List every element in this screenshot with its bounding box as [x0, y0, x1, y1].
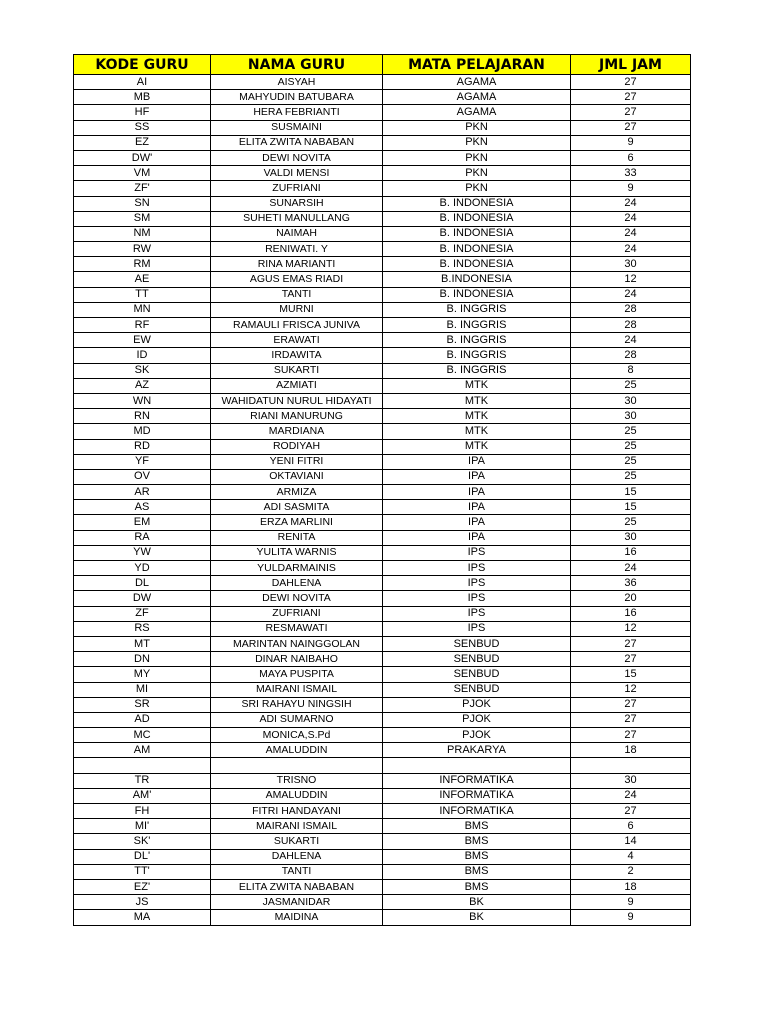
cell-jml-jam: 9 [571, 910, 691, 925]
cell-kode-guru: JS [74, 895, 211, 910]
cell-jml-jam: 6 [571, 819, 691, 834]
table-row [74, 500, 691, 515]
table-row [74, 439, 691, 454]
cell-kode-guru: MN [74, 302, 211, 317]
cell-jml-jam: 27 [571, 90, 691, 105]
cell-jml-jam: 27 [571, 712, 691, 727]
table-row [74, 515, 691, 530]
table-row [74, 272, 691, 287]
header-kode-guru: KODE GURU [74, 55, 211, 75]
cell-kode-guru: MC [74, 728, 211, 743]
cell-kode-guru: ZF [74, 606, 211, 621]
cell-nama-guru: MAHYUDIN BATUBARA [211, 90, 383, 105]
cell-mata-pelajaran: BMS [383, 864, 571, 879]
cell-nama-guru: SUKARTI [211, 834, 383, 849]
cell-nama-guru: RENIWATI. Y [211, 242, 383, 257]
cell-mata-pelajaran: SENBUD [383, 682, 571, 697]
cell-nama-guru: FITRI HANDAYANI [211, 804, 383, 819]
cell-mata-pelajaran [383, 758, 571, 773]
cell-kode-guru: ZF' [74, 181, 211, 196]
cell-kode-guru: MT [74, 636, 211, 651]
cell-kode-guru: DN [74, 652, 211, 667]
cell-jml-jam: 27 [571, 652, 691, 667]
cell-mata-pelajaran: BMS [383, 879, 571, 894]
table-row [74, 773, 691, 788]
cell-jml-jam: 12 [571, 272, 691, 287]
cell-kode-guru: ID [74, 348, 211, 363]
cell-nama-guru: MAIRANI ISMAIL [211, 819, 383, 834]
table-row [74, 257, 691, 272]
cell-jml-jam: 28 [571, 348, 691, 363]
cell-nama-guru: AGUS EMAS RIADI [211, 272, 383, 287]
cell-kode-guru: YW [74, 545, 211, 560]
cell-nama-guru: DEWI NOVITA [211, 150, 383, 165]
cell-jml-jam: 30 [571, 530, 691, 545]
table-row [74, 712, 691, 727]
table-row [74, 75, 691, 90]
cell-mata-pelajaran: IPS [383, 621, 571, 636]
cell-kode-guru: SR [74, 697, 211, 712]
table-row [74, 697, 691, 712]
header-mata-pelajaran: MATA PELAJARAN [383, 55, 571, 75]
cell-kode-guru: AM' [74, 788, 211, 803]
table-row [74, 196, 691, 211]
cell-kode-guru: AR [74, 485, 211, 500]
cell-mata-pelajaran: PKN [383, 166, 571, 181]
table-row [74, 743, 691, 758]
table-row [74, 545, 691, 560]
cell-mata-pelajaran: SENBUD [383, 652, 571, 667]
cell-nama-guru: AISYAH [211, 75, 383, 90]
cell-mata-pelajaran: IPS [383, 606, 571, 621]
cell-nama-guru: MAIRANI ISMAIL [211, 682, 383, 697]
cell-nama-guru: AZMIATI [211, 378, 383, 393]
table-row [74, 211, 691, 226]
cell-kode-guru: TT [74, 287, 211, 302]
cell-jml-jam: 30 [571, 773, 691, 788]
cell-mata-pelajaran: SENBUD [383, 636, 571, 651]
table-row [74, 318, 691, 333]
cell-mata-pelajaran: MTK [383, 393, 571, 408]
cell-nama-guru: ADI SUMARNO [211, 712, 383, 727]
cell-jml-jam: 24 [571, 561, 691, 576]
cell-mata-pelajaran: B. INDONESIA [383, 226, 571, 241]
cell-nama-guru: YULDARMAINIS [211, 561, 383, 576]
cell-mata-pelajaran: IPS [383, 545, 571, 560]
cell-kode-guru: DL [74, 576, 211, 591]
cell-kode-guru: AD [74, 712, 211, 727]
cell-kode-guru: AI [74, 75, 211, 90]
cell-mata-pelajaran: BK [383, 895, 571, 910]
cell-kode-guru: MD [74, 424, 211, 439]
cell-jml-jam: 27 [571, 120, 691, 135]
cell-nama-guru: TANTI [211, 864, 383, 879]
cell-nama-guru: ERAWATI [211, 333, 383, 348]
cell-jml-jam: 24 [571, 211, 691, 226]
table-header [74, 55, 691, 75]
cell-nama-guru: NAIMAH [211, 226, 383, 241]
cell-mata-pelajaran: AGAMA [383, 90, 571, 105]
cell-mata-pelajaran: IPA [383, 485, 571, 500]
cell-jml-jam [571, 758, 691, 773]
cell-kode-guru: EZ [74, 135, 211, 150]
cell-nama-guru: IRDAWITA [211, 348, 383, 363]
cell-nama-guru: MONICA,S.Pd [211, 728, 383, 743]
table-row [74, 242, 691, 257]
cell-mata-pelajaran: BMS [383, 849, 571, 864]
table-row [74, 409, 691, 424]
cell-kode-guru: SN [74, 196, 211, 211]
cell-mata-pelajaran: IPS [383, 576, 571, 591]
cell-mata-pelajaran: MTK [383, 409, 571, 424]
cell-nama-guru: SUHETI MANULLANG [211, 211, 383, 226]
cell-nama-guru: JASMANIDAR [211, 895, 383, 910]
cell-kode-guru: RS [74, 621, 211, 636]
cell-mata-pelajaran: PRAKARYA [383, 743, 571, 758]
cell-kode-guru: RD [74, 439, 211, 454]
table-row [74, 333, 691, 348]
cell-nama-guru: RESMAWATI [211, 621, 383, 636]
cell-jml-jam: 33 [571, 166, 691, 181]
table-row [74, 819, 691, 834]
cell-nama-guru: SRI RAHAYU NINGSIH [211, 697, 383, 712]
cell-jml-jam: 27 [571, 75, 691, 90]
table-row [74, 667, 691, 682]
cell-jml-jam: 12 [571, 682, 691, 697]
cell-kode-guru: TT' [74, 864, 211, 879]
cell-jml-jam: 18 [571, 743, 691, 758]
cell-mata-pelajaran: INFORMATIKA [383, 773, 571, 788]
cell-kode-guru: EW [74, 333, 211, 348]
table-row [74, 652, 691, 667]
cell-mata-pelajaran: IPA [383, 500, 571, 515]
cell-jml-jam: 24 [571, 333, 691, 348]
cell-mata-pelajaran: INFORMATIKA [383, 804, 571, 819]
cell-nama-guru: WAHIDATUN NURUL HIDAYATI [211, 393, 383, 408]
cell-kode-guru: RM [74, 257, 211, 272]
cell-mata-pelajaran: PJOK [383, 697, 571, 712]
cell-mata-pelajaran: B. INDONESIA [383, 211, 571, 226]
cell-jml-jam: 25 [571, 424, 691, 439]
cell-nama-guru: DAHLENA [211, 576, 383, 591]
table-row [74, 454, 691, 469]
cell-jml-jam: 27 [571, 804, 691, 819]
cell-nama-guru: YENI FITRI [211, 454, 383, 469]
table-row [74, 804, 691, 819]
cell-nama-guru: DAHLENA [211, 849, 383, 864]
cell-nama-guru: MARINTAN NAINGGOLAN [211, 636, 383, 651]
cell-kode-guru [74, 758, 211, 773]
cell-mata-pelajaran: IPA [383, 515, 571, 530]
cell-mata-pelajaran: B. INDONESIA [383, 242, 571, 257]
table-row [74, 302, 691, 317]
cell-mata-pelajaran: PKN [383, 181, 571, 196]
cell-kode-guru: MI [74, 682, 211, 697]
cell-jml-jam: 27 [571, 105, 691, 120]
cell-nama-guru: DEWI NOVITA [211, 591, 383, 606]
cell-jml-jam: 30 [571, 393, 691, 408]
cell-nama-guru: MAYA PUSPITA [211, 667, 383, 682]
header-nama-guru: NAMA GURU [211, 55, 383, 75]
cell-mata-pelajaran: PKN [383, 135, 571, 150]
cell-mata-pelajaran: MTK [383, 439, 571, 454]
cell-jml-jam: 9 [571, 135, 691, 150]
cell-nama-guru: AMALUDDIN [211, 743, 383, 758]
cell-kode-guru: WN [74, 393, 211, 408]
cell-jml-jam: 24 [571, 226, 691, 241]
table-row [74, 150, 691, 165]
cell-mata-pelajaran: B. INDONESIA [383, 257, 571, 272]
cell-jml-jam: 15 [571, 500, 691, 515]
cell-jml-jam: 24 [571, 242, 691, 257]
cell-nama-guru: ELITA ZWITA NABABAN [211, 135, 383, 150]
header-jml-jam: JML JAM [571, 55, 691, 75]
cell-kode-guru: AS [74, 500, 211, 515]
cell-jml-jam: 25 [571, 515, 691, 530]
cell-mata-pelajaran: BMS [383, 834, 571, 849]
cell-kode-guru: MB [74, 90, 211, 105]
cell-kode-guru: FH [74, 804, 211, 819]
cell-jml-jam: 30 [571, 257, 691, 272]
cell-nama-guru: RODIYAH [211, 439, 383, 454]
cell-nama-guru: DINAR NAIBAHO [211, 652, 383, 667]
cell-mata-pelajaran: IPA [383, 530, 571, 545]
cell-kode-guru: VM [74, 166, 211, 181]
cell-mata-pelajaran: AGAMA [383, 105, 571, 120]
cell-mata-pelajaran: INFORMATIKA [383, 788, 571, 803]
cell-kode-guru: RW [74, 242, 211, 257]
cell-kode-guru: RN [74, 409, 211, 424]
cell-jml-jam: 12 [571, 621, 691, 636]
cell-kode-guru: DL' [74, 849, 211, 864]
cell-mata-pelajaran: PJOK [383, 712, 571, 727]
cell-mata-pelajaran: B. INDONESIA [383, 196, 571, 211]
table-row [74, 682, 691, 697]
cell-nama-guru [211, 758, 383, 773]
table-row [74, 864, 691, 879]
cell-jml-jam: 24 [571, 788, 691, 803]
cell-jml-jam: 16 [571, 545, 691, 560]
table-row [74, 424, 691, 439]
cell-kode-guru: AM [74, 743, 211, 758]
cell-jml-jam: 8 [571, 363, 691, 378]
cell-nama-guru: RAMAULI FRISCA JUNIVA [211, 318, 383, 333]
table-row [74, 910, 691, 925]
table-row [74, 469, 691, 484]
table-row [74, 287, 691, 302]
cell-kode-guru: SK' [74, 834, 211, 849]
cell-nama-guru: VALDI MENSI [211, 166, 383, 181]
table-row [74, 621, 691, 636]
table-row [74, 576, 691, 591]
table-row [74, 606, 691, 621]
cell-nama-guru: ZUFRIANI [211, 181, 383, 196]
cell-mata-pelajaran: IPA [383, 469, 571, 484]
cell-mata-pelajaran: B.INDONESIA [383, 272, 571, 287]
cell-nama-guru: HERA FEBRIANTI [211, 105, 383, 120]
cell-kode-guru: NM [74, 226, 211, 241]
cell-jml-jam: 28 [571, 302, 691, 317]
teacher-schedule-table [73, 54, 691, 926]
cell-nama-guru: ELITA ZWITA NABABAN [211, 879, 383, 894]
cell-mata-pelajaran: SENBUD [383, 667, 571, 682]
table-row [74, 90, 691, 105]
cell-jml-jam: 25 [571, 469, 691, 484]
cell-nama-guru: RENITA [211, 530, 383, 545]
cell-mata-pelajaran: MTK [383, 424, 571, 439]
cell-jml-jam: 25 [571, 439, 691, 454]
cell-nama-guru: ADI SASMITA [211, 500, 383, 515]
table-row [74, 849, 691, 864]
table-row [74, 834, 691, 849]
table-row [74, 591, 691, 606]
cell-kode-guru: EZ' [74, 879, 211, 894]
table-body [74, 75, 691, 926]
cell-jml-jam: 15 [571, 485, 691, 500]
cell-nama-guru: TANTI [211, 287, 383, 302]
cell-nama-guru: SUSMAINI [211, 120, 383, 135]
cell-kode-guru: DW [74, 591, 211, 606]
cell-mata-pelajaran: B. INGGRIS [383, 302, 571, 317]
cell-nama-guru: ERZA MARLINI [211, 515, 383, 530]
cell-mata-pelajaran: IPS [383, 591, 571, 606]
cell-kode-guru: MY [74, 667, 211, 682]
table-row [74, 105, 691, 120]
cell-mata-pelajaran: B. INDONESIA [383, 287, 571, 302]
cell-mata-pelajaran: AGAMA [383, 75, 571, 90]
cell-mata-pelajaran: B. INGGRIS [383, 348, 571, 363]
cell-nama-guru: MARDIANA [211, 424, 383, 439]
cell-mata-pelajaran: PJOK [383, 728, 571, 743]
cell-kode-guru: SM [74, 211, 211, 226]
cell-jml-jam: 4 [571, 849, 691, 864]
table-row [74, 636, 691, 651]
table-row [74, 166, 691, 181]
table-row [74, 530, 691, 545]
cell-kode-guru: MI' [74, 819, 211, 834]
table-row [74, 561, 691, 576]
cell-nama-guru: SUKARTI [211, 363, 383, 378]
cell-jml-jam: 36 [571, 576, 691, 591]
cell-nama-guru: SUNARSIH [211, 196, 383, 211]
header-row [74, 55, 691, 75]
cell-nama-guru: MAIDINA [211, 910, 383, 925]
cell-kode-guru: RA [74, 530, 211, 545]
cell-kode-guru: OV [74, 469, 211, 484]
table-row [74, 181, 691, 196]
cell-mata-pelajaran: B. INGGRIS [383, 363, 571, 378]
cell-mata-pelajaran: PKN [383, 120, 571, 135]
table-row [74, 393, 691, 408]
cell-nama-guru: ZUFRIANI [211, 606, 383, 621]
table-row [74, 120, 691, 135]
cell-kode-guru: YF [74, 454, 211, 469]
cell-nama-guru: MURNI [211, 302, 383, 317]
cell-jml-jam: 6 [571, 150, 691, 165]
cell-mata-pelajaran: BMS [383, 819, 571, 834]
cell-kode-guru: MA [74, 910, 211, 925]
cell-kode-guru: TR [74, 773, 211, 788]
cell-jml-jam: 18 [571, 879, 691, 894]
table-row [74, 728, 691, 743]
cell-jml-jam: 2 [571, 864, 691, 879]
cell-jml-jam: 9 [571, 895, 691, 910]
cell-jml-jam: 15 [571, 667, 691, 682]
cell-kode-guru: AE [74, 272, 211, 287]
cell-nama-guru: TRISNO [211, 773, 383, 788]
cell-kode-guru: YD [74, 561, 211, 576]
cell-kode-guru: RF [74, 318, 211, 333]
cell-jml-jam: 27 [571, 636, 691, 651]
cell-nama-guru: OKTAVIANI [211, 469, 383, 484]
table-row [74, 348, 691, 363]
cell-mata-pelajaran: B. INGGRIS [383, 333, 571, 348]
cell-kode-guru: SK [74, 363, 211, 378]
table-row [74, 363, 691, 378]
table-row [74, 226, 691, 241]
cell-nama-guru: RIANI MANURUNG [211, 409, 383, 424]
cell-mata-pelajaran: MTK [383, 378, 571, 393]
cell-jml-jam: 24 [571, 196, 691, 211]
table-row [74, 485, 691, 500]
cell-jml-jam: 30 [571, 409, 691, 424]
cell-mata-pelajaran: IPA [383, 454, 571, 469]
cell-jml-jam: 28 [571, 318, 691, 333]
cell-nama-guru: AMALUDDIN [211, 788, 383, 803]
table-row [74, 788, 691, 803]
cell-kode-guru: DW' [74, 150, 211, 165]
table-row [74, 378, 691, 393]
cell-jml-jam: 16 [571, 606, 691, 621]
cell-jml-jam: 25 [571, 378, 691, 393]
cell-mata-pelajaran: PKN [383, 150, 571, 165]
table-row [74, 895, 691, 910]
cell-mata-pelajaran: IPS [383, 561, 571, 576]
cell-jml-jam: 9 [571, 181, 691, 196]
cell-nama-guru: RINA MARIANTI [211, 257, 383, 272]
cell-nama-guru: YULITA WARNIS [211, 545, 383, 560]
table-row [74, 135, 691, 150]
cell-jml-jam: 25 [571, 454, 691, 469]
cell-kode-guru: HF [74, 105, 211, 120]
cell-jml-jam: 27 [571, 728, 691, 743]
cell-kode-guru: SS [74, 120, 211, 135]
cell-mata-pelajaran: B. INGGRIS [383, 318, 571, 333]
table-row [74, 879, 691, 894]
cell-mata-pelajaran: BK [383, 910, 571, 925]
cell-jml-jam: 27 [571, 697, 691, 712]
table-row [74, 758, 691, 773]
cell-jml-jam: 20 [571, 591, 691, 606]
cell-kode-guru: EM [74, 515, 211, 530]
cell-jml-jam: 14 [571, 834, 691, 849]
cell-jml-jam: 24 [571, 287, 691, 302]
cell-nama-guru: ARMIZA [211, 485, 383, 500]
cell-kode-guru: AZ [74, 378, 211, 393]
